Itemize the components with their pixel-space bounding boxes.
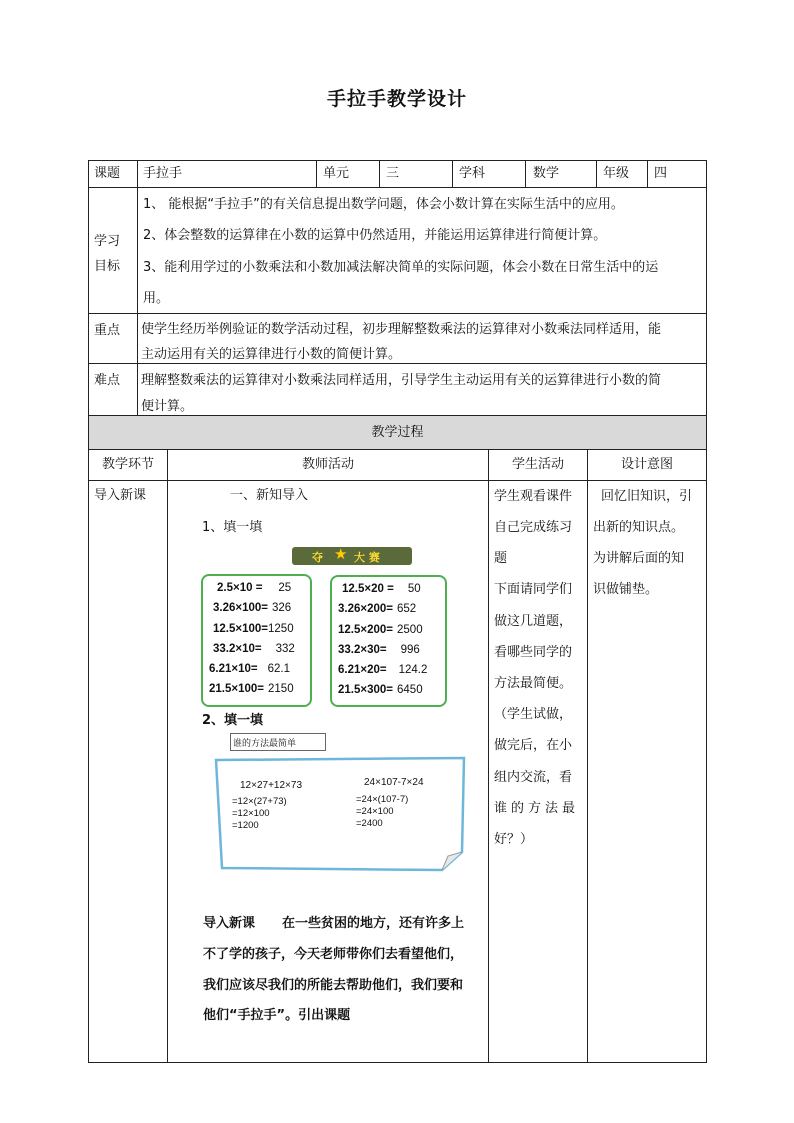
intro-bold-label: 导入新课 (203, 916, 256, 931)
student-line: 做这几道题， (494, 614, 573, 629)
student-line: 题 (494, 551, 508, 566)
right-answer: 50 (407, 583, 421, 595)
student-line: 组内交流，看 (494, 770, 573, 785)
fill-in-item-2: 2、填一填 (202, 713, 264, 728)
simplest-method-label: 谁的方法最简单 (233, 738, 297, 748)
right-expr: 33.2×30= (338, 643, 387, 656)
right-answer: 124.2 (398, 664, 428, 677)
student-line: 学生观看课件 (494, 489, 573, 504)
col-header-teacher: 教师活动 (301, 457, 354, 472)
design-line: 识做铺垫。 (593, 582, 659, 597)
difficulty-line1: 理解整数乘法的运算律对小数乘法同样适用，引导学生主动运用有关的运算律进行小数的简 (141, 373, 662, 388)
intro-line-3: 我们应该尽我们的所能去帮助他们，我们要和 (203, 978, 464, 993)
key-point-label: 重点 (94, 323, 121, 338)
goal-item-2: 2、体会整数的运算律在小数的运算中仍然适用，并能运用运算律进行简便计算。 (143, 228, 607, 243)
left-exercise-box (201, 574, 312, 707)
process-heading: 教学过程 (371, 425, 424, 440)
right-answer: 996 (400, 643, 420, 656)
calc-left-line: =12×100 (232, 808, 270, 819)
right-expr: 12.5×200= (338, 623, 394, 636)
goals-label-2: 目标 (94, 259, 121, 274)
student-line: （学生试做， (494, 707, 573, 722)
student-line: 谁的方法最 (494, 801, 580, 816)
intro-line-1: 在一些贫困的地方，还有许多上 (282, 916, 465, 931)
calc-right-line: =2400 (356, 818, 383, 829)
calc-left-line: =12×(27+73) (232, 796, 287, 807)
right-expr: 21.5×300= (338, 684, 394, 697)
right-expr: 6.21×20= (338, 664, 387, 677)
section-heading: 一、新知导入 (230, 488, 309, 503)
left-answer: 326 (272, 602, 292, 615)
contest-banner (292, 547, 412, 565)
calc-left-line: =1200 (232, 820, 259, 831)
document-title: 手拉手教学设计 (326, 88, 467, 110)
left-answer: 25 (278, 582, 292, 594)
right-answer: 6450 (397, 684, 423, 697)
left-expr: 12.5×100= (213, 622, 269, 635)
design-line: 出新的知识点。 (593, 520, 685, 535)
student-line: 方法最简便。 (494, 676, 573, 691)
left-expr: 2.5×10 = (217, 582, 263, 594)
topic-label: 课题 (94, 166, 121, 181)
left-answer: 1250 (268, 622, 294, 635)
left-expr: 6.21×10= (209, 663, 258, 676)
student-line: 看哪些同学的 (494, 645, 573, 660)
calc-right-line: =24×100 (356, 806, 394, 817)
banner-right-text: 大 赛 (354, 551, 380, 564)
student-line: 做完后，在小 (494, 738, 573, 753)
right-answer: 652 (397, 603, 417, 616)
goals-label-1: 学习 (94, 234, 121, 249)
left-expr: 33.2×10= (213, 642, 262, 655)
grade-label: 年级 (603, 166, 630, 181)
unit-value: 三 (386, 166, 400, 181)
col-header-design: 设计意图 (620, 457, 673, 472)
col-header-stage: 教学环节 (101, 457, 154, 472)
student-line: 自己完成练习 (494, 520, 573, 535)
banner-left-text: 夺 (312, 551, 323, 564)
design-line: 回忆旧知识，引 (601, 489, 693, 504)
subject-value: 数学 (533, 166, 560, 181)
calc-right-line: =24×(107-7) (356, 794, 409, 805)
design-line: 为讲解后面的知 (593, 551, 685, 566)
student-line: 好？） (494, 832, 534, 847)
goal-item-1: 1、 能根据“手拉手”的有关信息提出数学问题，体会小数计算在实际生活中的应用。 (143, 197, 624, 212)
key-point-line2: 主动运用有关的运算律进行小数的简便计算。 (141, 347, 402, 362)
left-answer: 332 (275, 642, 295, 655)
goal-item-3-line1: 3、能利用学过的小数乘法和小数加减法解决简单的实际问题，体会小数在日常生活中的运 (143, 260, 659, 275)
goal-item-3-line2: 用。 (143, 291, 170, 306)
subject-label: 学科 (459, 166, 486, 181)
fill-in-item-1: 1、填一填 (202, 520, 263, 535)
topic-value: 手拉手 (143, 166, 183, 181)
student-line: 下面请同学们 (494, 582, 573, 597)
intro-line-4: 他们“手拉手”。引出课题 (203, 1008, 351, 1023)
stage-name: 导入新课 (94, 488, 147, 503)
intro-line-2: 不了学的孩子，今天老师带你们去看望他们， (203, 947, 464, 962)
star-icon: ★ (334, 545, 348, 563)
cell-stage-content (88, 480, 168, 1063)
key-point-line1: 使学生经历举例验证的数学活动过程，初步理解整数乘法的运算律对小数乘法同样适用，能 (141, 322, 662, 337)
right-exercise-box (330, 575, 447, 707)
left-expr: 21.5×100= (209, 683, 265, 696)
left-expr: 3.26×100= (213, 602, 269, 615)
unit-label: 单元 (323, 166, 350, 181)
difficulty-line2: 便计算。 (141, 399, 194, 414)
right-answer: 2500 (397, 623, 423, 636)
col-header-student: 学生活动 (511, 457, 564, 472)
calc-right-line: 24×107-7×24 (364, 777, 424, 788)
right-expr: 12.5×20 = (342, 583, 394, 595)
right-expr: 3.26×200= (338, 603, 394, 616)
grade-value: 四 (654, 166, 668, 181)
left-answer: 62.1 (267, 663, 290, 676)
calc-left-line: 12×27+12×73 (240, 780, 303, 791)
difficulty-label: 难点 (94, 373, 121, 388)
left-answer: 2150 (268, 683, 294, 696)
